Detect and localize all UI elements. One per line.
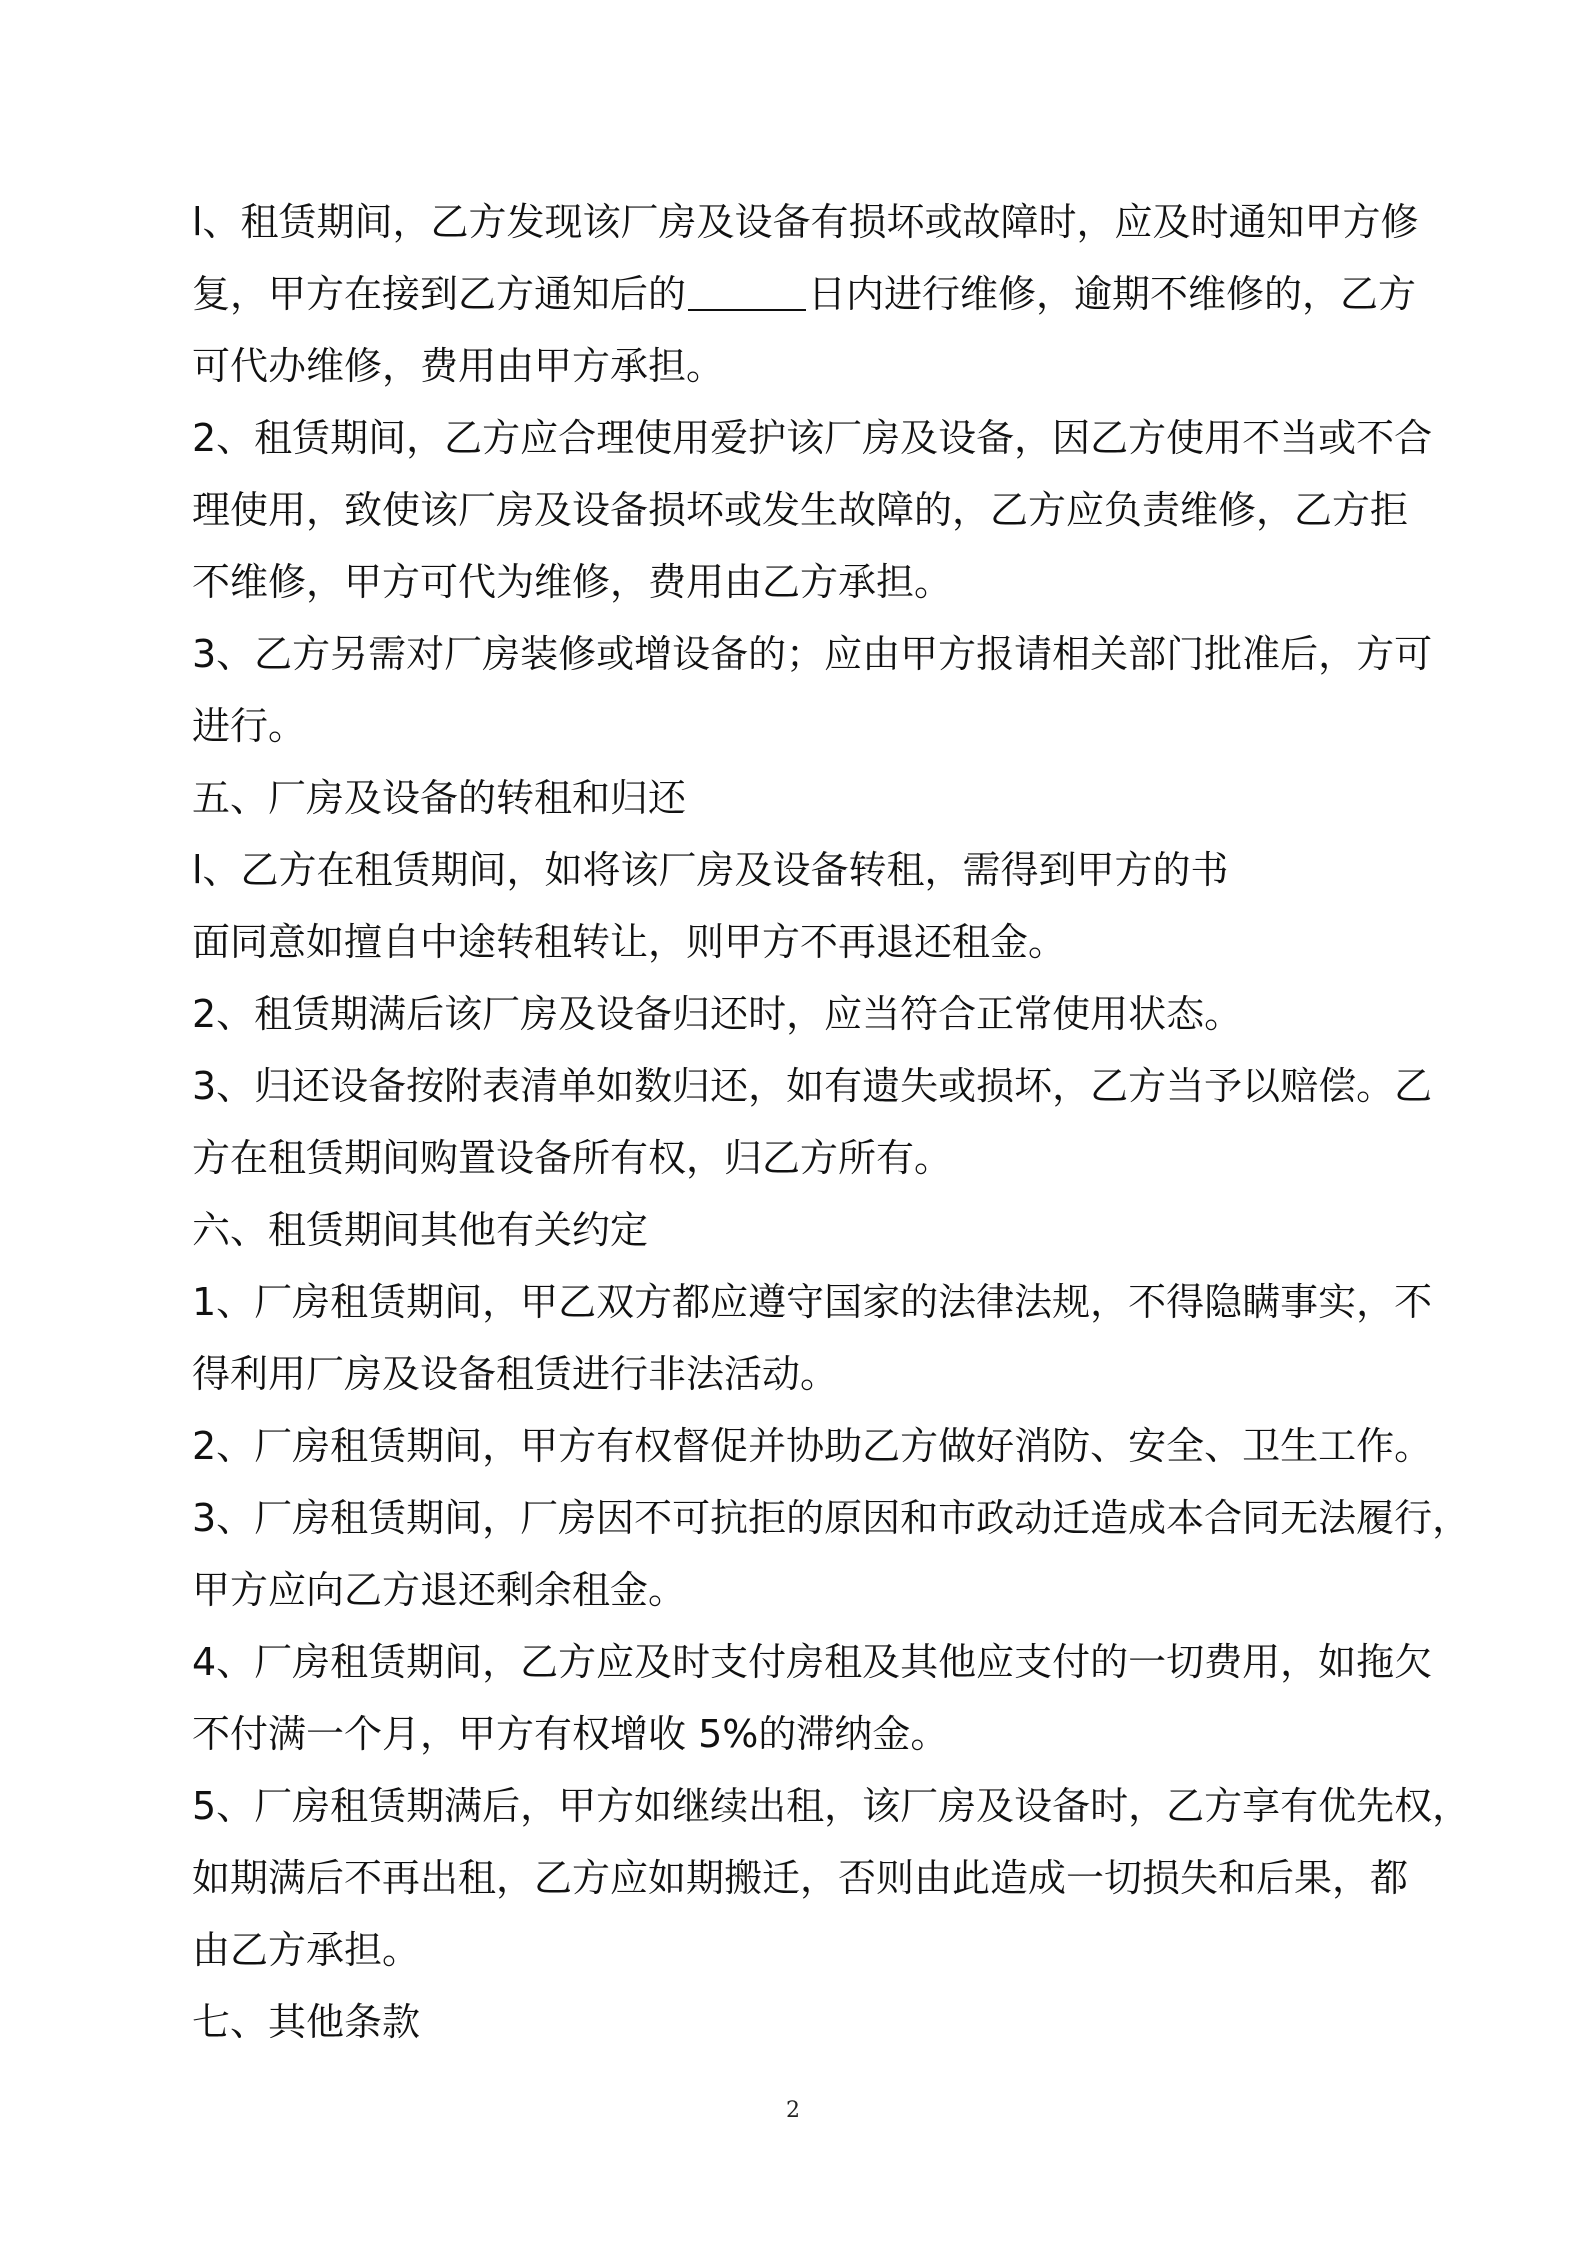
section-heading: 七、其他条款 — [192, 2000, 421, 2044]
text-line: 4、厂房租赁期间，乙方应及时支付房租及其他应支付的一切费用，如拖欠 — [192, 1640, 1433, 1684]
text-line-with-blank — [192, 264, 1417, 324]
text-line: 3、归还设备按附表清单如数归还，如有遗失或损坏，乙方当予以赔偿。乙 — [192, 1064, 1433, 1108]
fill-in-blank — [688, 271, 806, 311]
text-line: 5、厂房租赁期满后，甲方如继续出租，该厂房及设备时，乙方享有优先权， — [192, 1784, 1471, 1828]
section-heading: 六、租赁期间其他有关约定 — [192, 1208, 649, 1252]
text-line: 理使用，致使该厂房及设备损坏或发生故障的，乙方应负责维修，乙方拒 — [192, 488, 1409, 532]
text-line: l、租赁期间，乙方发现该厂房及设备有损坏或故障时，应及时通知甲方修 — [192, 200, 1419, 244]
text-segment: 日内进行维修，逾期不维修的，乙方 — [808, 272, 1417, 316]
text-line: 可代办维修，费用由甲方承担。 — [192, 344, 725, 388]
text-line: 1、厂房租赁期间，甲乙双方都应遵守国家的法律法规，不得隐瞒事实，不 — [192, 1280, 1433, 1324]
text-line: 3、厂房租赁期间，厂房因不可抗拒的原因和市政动迁造成本合同无法履行， — [192, 1496, 1471, 1540]
text-line: 方在租赁期间购置设备所有权，归乙方所有。 — [192, 1136, 953, 1180]
text-line: 如期满后不再出租，乙方应如期搬迁，否则由此造成一切损失和后果，都 — [192, 1856, 1409, 1900]
text-line: l、乙方在租赁期间，如将该厂房及设备转租，需得到甲方的书 — [192, 848, 1229, 892]
text-line: 2、厂房租赁期间，甲方有权督促并协助乙方做好消防、安全、卫生工作。 — [192, 1424, 1433, 1468]
text-line: 面同意如擅自中途转租转让，则甲方不再退还租金。 — [192, 920, 1067, 964]
text-line: 甲方应向乙方退还剩余租金。 — [192, 1568, 687, 1612]
text-line: 由乙方承担。 — [192, 1928, 421, 1972]
text-line: 进行。 — [192, 704, 307, 748]
text-segment: 复，甲方在接到乙方通知后的 — [192, 272, 687, 316]
text-line: 3、乙方另需对厂房装修或增设备的；应由甲方报请相关部门批准后，方可 — [192, 632, 1433, 676]
text-line: 不维修，甲方可代为维修，费用由乙方承担。 — [192, 560, 953, 604]
section-heading: 五、厂房及设备的转租和归还 — [192, 776, 687, 820]
text-line: 2、租赁期间，乙方应合理使用爱护该厂房及设备，因乙方使用不当或不合 — [192, 416, 1433, 460]
text-line: 2、租赁期满后该厂房及设备归还时，应当符合正常使用状态。 — [192, 992, 1243, 1036]
text-line: 得利用厂房及设备租赁进行非法活动。 — [192, 1352, 839, 1396]
page-number: 2 — [786, 2098, 800, 2123]
text-line: 不付满一个月，甲方有权增收 5%的滞纳金。 — [192, 1712, 949, 1756]
